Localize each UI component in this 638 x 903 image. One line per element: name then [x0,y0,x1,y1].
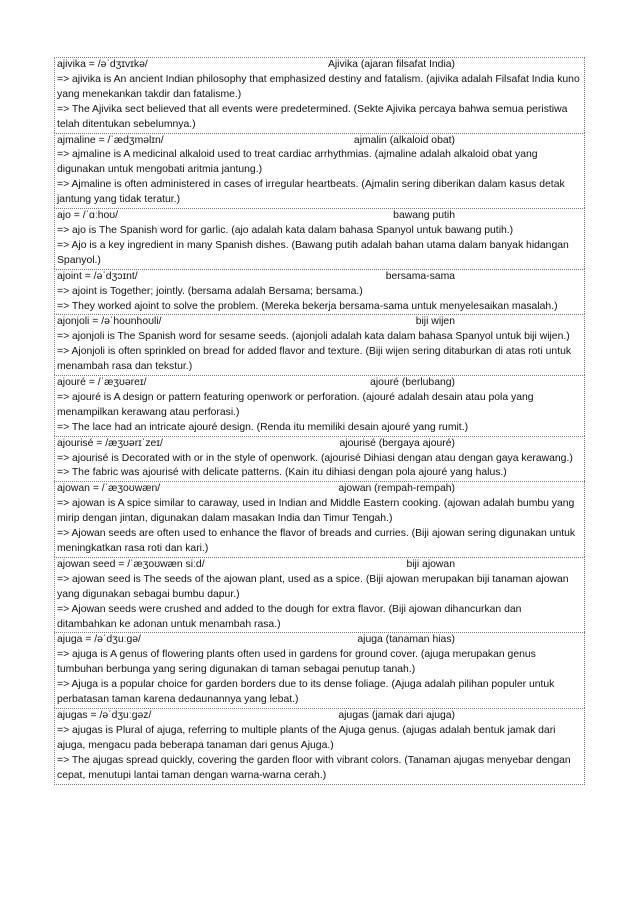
entry-definition: => ajourisé is Decorated with or in the style of openwork. (ajourisé Dihiasi dengan atau dengan gaya kerawang.) [57,452,573,464]
entry-header [57,209,583,224]
entry-example: => Ajonjoli is often sprinkled on bread for added flavor and texture. (Biji wijen sering ditaburkan di atas roti untuk menambah rasa dan tekstur.) [57,346,572,373]
entry-example: => The lace had an intricate ajouré design. (Renda itu memiliki desain ajouré yang rumit.) [57,421,469,433]
entry-example: => Ajuga is a popular choice for garden borders due to its dense foliage. (Ajuga adalah pilihan populer untuk perbatasan taman karena dedaunannya yang lebat.) [57,679,555,706]
entry-example: => Ajmaline is often administered in cases of irregular heartbeats. (Ajmalin sering diberikan dalam kasus detak jantung yang tidak teratur.) [57,179,565,206]
entry-term: ajowan = /ˈæʒoʊwæn/ [57,483,161,495]
entry-definition: => ajouré is A design or pattern featuring openwork or perforation. (ajouré adalah desain atau pola yang menampilkan kerawang atau perforasi.) [57,391,534,418]
entry-term: ajivika = /əˈdʒɪvɪkə/ [57,59,148,70]
entry-definition: => ajo is The Spanish word for garlic. (ajo adalah kata dalam bahasa Spanyol untuk bawang putih.) [57,224,514,236]
entry-definition: => ajugas is Plural of ajuga, referring to multiple plants of the Ajuga genus. (ajugas adalah bentuk jamak dari ajuga, mengacu pada beberapa tanaman dari genus Ajuga.) [57,724,556,751]
entry-definition: => ajowan is A spice similar to caraway, used in Indian and Middle Eastern cooking. (ajowan adalah bumbu yang mirip dengan jintan, digunakan dalam masakan India dan Timur Tengah.) [57,498,575,525]
entry-translation: ajuga (tanaman hias) [357,634,455,646]
entry-ajoint [54,269,585,315]
entry-translation: biji wijen [415,316,455,328]
entry-header [57,58,583,73]
entry-term: ajmaline = /ˈædʒməlɪn/ [57,134,164,146]
entry-definition: => ajivika is An ancient Indian philosophy that emphasized destiny and fatalism. (ajivika adalah Filsafat India kuno yang menekankan takdir dan fatalisme.) [57,73,580,100]
glossary [54,57,585,785]
entry-header [57,376,583,391]
entry-definition: => ajuga is A genus of flowering plants often used in gardens for ground cover. (ajuga merupakan genus tumbuhan berbunga yang sering digunakan di taman sebagai penutup tanah.) [57,649,536,676]
entry-ajivika [54,57,585,133]
entry-translation: ajugas (jamak dari ajuga) [338,709,455,721]
entry-ajo [54,208,585,269]
entry-term: ajo = /ˈɑːhoʊ/ [57,210,119,222]
entry-example: => The Ajivika sect believed that all events were predetermined. (Sekte Ajivika percaya bahwa semua peristiwa telah ditentukan sebelumnya.) [57,103,568,130]
entry-example: => Ajowan seeds were crushed and added to the dough for extra flavor. (Biji ajowan dihancurkan dan ditambahkan ke adonan untuk menambah rasa.) [57,603,522,630]
entry-ajuga [54,632,585,708]
entry-term: ajouré = /ˈæʒʊəreɪ/ [57,377,147,389]
entry-translation: bawang putih [393,210,455,222]
entry-ajowan-seed [54,557,585,633]
entry-term: ajourisé = /æʒʊərɪˈzeɪ/ [57,437,163,449]
entry-header [57,709,583,724]
entry-header [57,437,583,452]
entry-example: => Ajowan seeds are often used to enhance the flavor of breads and curries. (Biji ajowan sering digunakan untuk meningkatkan rasa roti dan kari.) [57,528,576,554]
entry-ajugas [54,708,585,785]
entry-header [57,482,583,497]
entry-ajonjoli [54,314,585,375]
entry-header [57,270,583,285]
entry-translation: bersama-sama [385,270,455,282]
entry-ajmaline [54,133,585,209]
entry-example: => The ajugas spread quickly, covering the garden floor with vibrant colors. (Tanaman ajugas menyebar dengan cepat, menutupi lantai taman dengan warna-warna cerah.) [57,754,571,781]
entry-term: ajonjoli = /əˈhoʊnhoʊli/ [57,316,162,328]
entry-example: => Ajo is a key ingredient in many Spanish dishes. (Bawang putih adalah bahan utama dalam banyak hidangan Spanyol.) [57,239,569,266]
entry-term: ajugas = /əˈdʒuːɡəz/ [57,709,152,721]
entry-header [57,315,583,330]
entry-header [57,633,583,648]
entry-ajowan [54,481,585,557]
entry-header [57,558,583,573]
entry-definition: => ajmaline is A medicinal alkaloid used to treat cardiac arrhythmias. (ajmaline adalah alkaloid obat yang digunakan untuk mengobati aritmia jantung.) [57,149,538,176]
entry-translation: ajowan (rempah-rempah) [338,483,455,495]
entry-definition: => ajoint is Together; jointly. (bersama adalah Bersama; bersama.) [57,285,363,297]
entry-translation: biji ajowan [406,558,455,570]
entry-definition: => ajowan seed is The seeds of the ajowan plant, used as a spice. (Biji ajowan merupakan biji tanaman ajowan yang digunakan sebagai bumbu dapur.) [57,573,569,600]
entry-example: => The fabric was ajourisé with delicate patterns. (Kain itu dihiasi dengan pola ajouré yang halus.) [57,467,507,479]
entry-example: => They worked ajoint to solve the problem. (Mereka bekerja bersama-sama untuk menyelesaikan masalah.) [57,300,558,312]
entry-translation: ajmalin (alkaloid obat) [353,134,455,146]
entry-ajoure [54,375,585,436]
entry-term: ajowan seed = /ˈæʒoʊwæn siːd/ [57,558,205,570]
entry-header [57,134,583,149]
entry-term: ajoint = /əˈdʒɔɪnt/ [57,270,138,282]
entry-translation: Ajivika (ajaran filsafat India) [327,59,455,70]
entry-definition: => ajonjoli is The Spanish word for sesame seeds. (ajonjoli adalah kata dalam bahasa Spanyol untuk biji wijen.) [57,331,570,343]
entry-term: ajuga = /əˈdʒuːɡə/ [57,634,141,646]
entry-translation: ajourisé (bergaya ajouré) [339,437,455,449]
entry-translation: ajouré (berlubang) [370,377,455,389]
entry-ajourise [54,436,585,482]
